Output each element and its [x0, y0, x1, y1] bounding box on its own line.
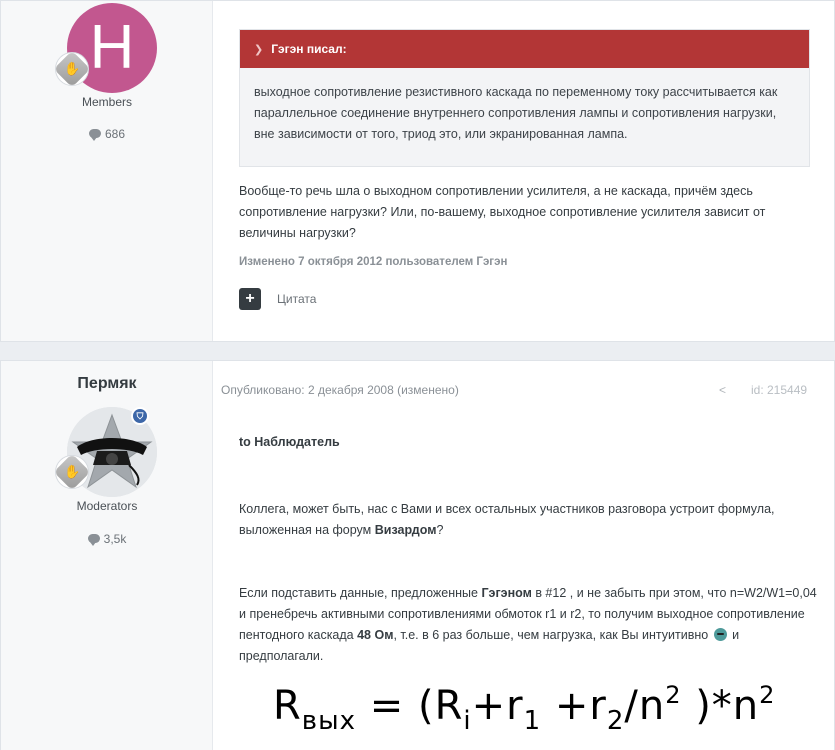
formula-part: 2	[606, 706, 625, 736]
forum-post	[0, 360, 835, 750]
multiquote-add-button[interactable]: +	[239, 288, 261, 310]
author-name[interactable]: Пермяк	[77, 375, 137, 392]
moderator-shield-icon: ⛉	[131, 407, 149, 425]
formula-part: R	[273, 683, 302, 729]
text-span: и предполагали.	[239, 628, 740, 663]
post-count-value: 686	[104, 127, 126, 141]
author-group: Moderators	[76, 499, 138, 513]
formula-part: = (R	[356, 683, 464, 729]
post-body: Вообще-то речь шла о выходном сопротивлении усилителя, а не каскада, причём здесь сопротивление нагрузки? Или, по-вашему, выходное сопротивление усилителя зависит от величины нагрузки?	[239, 184, 766, 240]
author-group: Members	[81, 95, 132, 109]
chevron-down-icon[interactable]: ❯	[254, 43, 264, 56]
comment-icon	[89, 129, 101, 138]
post-author-panel	[1, 1, 213, 341]
text-span: , т.е. в 6 раз больше, чем нагрузка, как Вы интуитивно	[393, 628, 712, 642]
mention-gegen: Гэгэном	[481, 586, 532, 600]
post-content	[213, 1, 834, 341]
smiley-icon	[714, 628, 727, 641]
forum-post	[0, 0, 835, 342]
formula-part: i	[463, 706, 472, 736]
edited-note: Изменено 7 октября 2012 пользователем Гэгэн	[239, 256, 508, 268]
comment-icon	[88, 534, 100, 543]
post-paragraph	[239, 583, 819, 667]
post-count-value: 3,5k	[103, 532, 127, 546]
text-span: в #12 , и не забыть при этом, что n=W2/W1=0,04 и пренебречь активными сопротивлениями обмоток r1 и r2, то получим выходное сопротивление пентодного каскада	[239, 586, 817, 642]
formula-part: )*n	[681, 683, 760, 729]
avatar[interactable]: H	[67, 3, 157, 93]
post-date[interactable]: Опубликовано: 2 декабря 2008 (изменено)	[221, 383, 459, 397]
post-id[interactable]: id: 215449	[751, 383, 808, 397]
text-span: Если подставить данные, предложенные	[239, 586, 482, 600]
quote-header[interactable]	[240, 30, 809, 68]
post-paragraph	[239, 499, 799, 541]
quote-author: Гэгэн писал:	[271, 42, 347, 56]
rank-badge-icon: ✋	[55, 52, 89, 86]
formula-part: 2	[759, 681, 776, 709]
quote-button[interactable]: Цитата	[277, 292, 317, 306]
resistance-value: 48 Ом	[357, 628, 394, 642]
formula-part: +r	[541, 683, 607, 729]
author-post-count	[1, 532, 213, 546]
quote-block	[239, 29, 810, 167]
formula-part: 2	[665, 681, 682, 709]
text-span: Коллега, может быть, нас с Вами и всех остальных участников разговора устроит формула, выложенная на форум	[239, 502, 775, 537]
post-salutation: to Наблюдатель	[239, 435, 340, 449]
author-post-count	[1, 127, 213, 141]
formula-image	[273, 681, 776, 736]
formula-part: /n	[624, 683, 666, 729]
mention-wizard: Визардом	[374, 523, 437, 537]
rank-badge-icon: ✋	[55, 455, 89, 489]
formula-part: 1	[523, 706, 542, 736]
share-icon[interactable]: <	[719, 383, 727, 397]
text-span: ?	[436, 523, 444, 537]
formula-part: +r	[471, 683, 524, 729]
post-author-panel	[1, 361, 213, 750]
formula-part: вых	[301, 706, 357, 736]
quote-text: выходное сопротивление резистивного каскада по переменному току рассчитывается как параллельное соединение внутреннего сопротивления лампы и сопротивления нагрузки, вне зависимости от того, триод это, или экранированная лампа.	[254, 85, 778, 141]
post-content	[213, 361, 834, 750]
